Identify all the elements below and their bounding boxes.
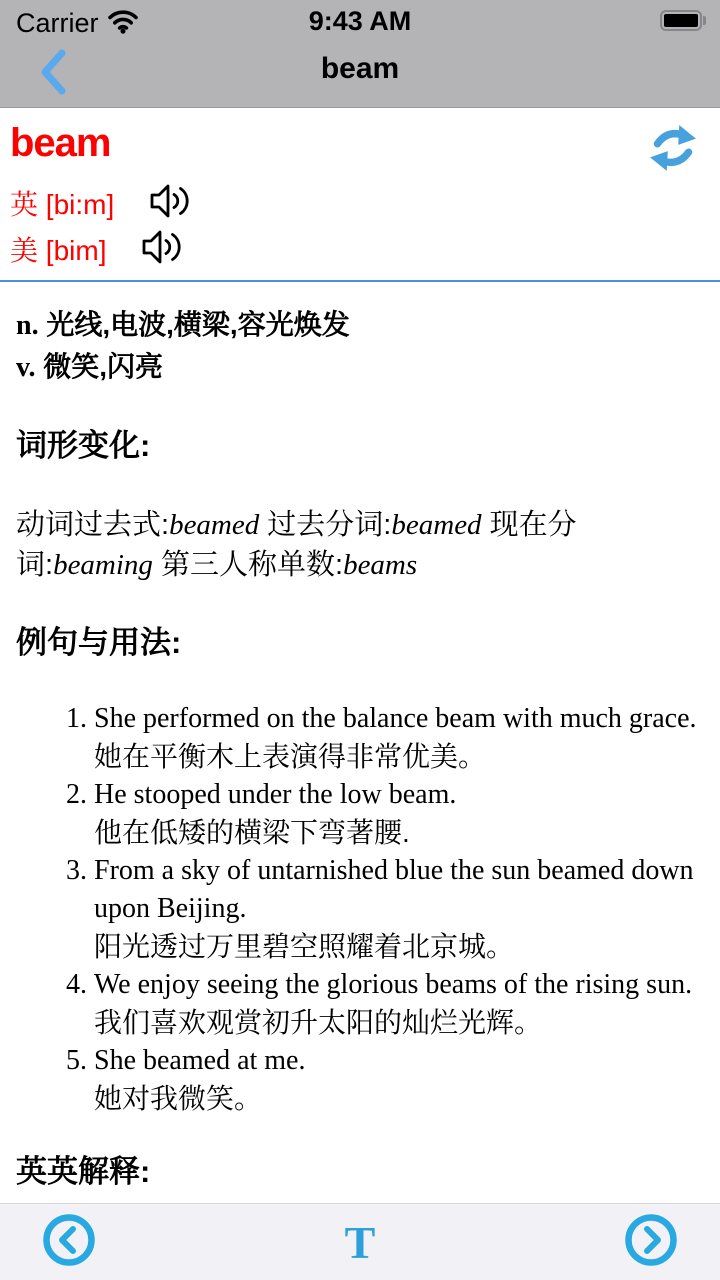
form-label: 第三人称单数:	[152, 549, 344, 581]
pos-label: n.	[16, 310, 39, 341]
carrier-label: Carrier	[16, 7, 99, 38]
battery-icon	[660, 10, 706, 31]
speaker-button-uk[interactable]	[148, 182, 192, 225]
speaker-icon	[148, 182, 192, 225]
back-chevron-icon	[38, 83, 66, 100]
form-value: beams	[343, 549, 418, 581]
definition-verb	[16, 346, 710, 388]
examples-heading: 例句与用法:	[16, 625, 182, 660]
dictionary-entry[interactable]	[0, 109, 720, 1203]
form-label: 过去分词:	[259, 509, 392, 541]
pos-label: v.	[16, 352, 36, 383]
next-word-button[interactable]	[624, 1213, 678, 1272]
form-label: 现在分词:	[16, 509, 577, 581]
status-time: 9:43 AM	[308, 6, 412, 36]
circled-left-arrow-icon	[42, 1213, 96, 1272]
blue-divider	[0, 280, 720, 282]
speaker-icon	[140, 228, 184, 271]
header	[0, 0, 720, 108]
pron-region-us: 美	[10, 235, 39, 266]
status-bar	[0, 0, 720, 40]
example-chinese: 我们喜欢观赏初升太阳的灿烂光辉。	[94, 1007, 543, 1038]
form-value: beaming	[53, 549, 153, 581]
definition-noun	[16, 304, 710, 346]
form-label: 动词过去式:	[16, 509, 170, 541]
circled-right-arrow-icon	[624, 1213, 678, 1272]
english-definition-heading: 英英解释:	[16, 1154, 151, 1189]
example-chinese: 她在平衡木上表演得非常优美。	[94, 741, 487, 772]
example-english: 1. She performed on the balance beam with much grace.	[94, 703, 697, 734]
example-english: 2. He stooped under the low beam.	[94, 779, 457, 810]
example-english: 3. From a sky of untarnished blue the sun beamed down upon Beijing.	[94, 855, 694, 924]
bottom-toolbar	[0, 1203, 720, 1280]
speaker-button-us[interactable]	[140, 228, 184, 271]
back-button[interactable]	[38, 48, 68, 96]
page-title: beam	[320, 52, 400, 85]
pronunciation-row-uk	[10, 182, 710, 224]
example-chinese: 他在低矮的横梁下弯著腰.	[94, 817, 410, 848]
refresh-button[interactable]	[648, 123, 698, 178]
pron-phonetic-us: [bim]	[45, 235, 107, 266]
word-forms	[16, 505, 710, 585]
refresh-icon	[648, 160, 698, 177]
example-item	[94, 852, 710, 966]
pronunciation-row-us	[10, 228, 710, 270]
pron-phonetic-uk: [bi:m]	[45, 189, 115, 220]
text-size-button[interactable]: T	[344, 1216, 376, 1268]
example-english: 4. We enjoy seeing the glorious beams of the rising sun.	[94, 969, 693, 1000]
definition-text: 微笑,闪亮	[43, 351, 164, 382]
example-item	[94, 700, 710, 776]
definition-text: 光线,电波,横梁,容光焕发	[46, 309, 350, 340]
example-chinese: 阳光透过万里碧空照耀着北京城。	[94, 931, 515, 962]
nav-bar	[0, 40, 720, 106]
example-item	[94, 966, 710, 1042]
definitions	[16, 304, 710, 388]
previous-word-button[interactable]	[42, 1213, 96, 1272]
form-value: beamed	[391, 509, 482, 541]
pron-region-uk: 英	[10, 189, 39, 220]
word-forms-heading: 词形变化:	[16, 428, 151, 463]
example-item	[94, 1042, 710, 1118]
example-english: 5. She beamed at me.	[94, 1045, 306, 1076]
form-value: beamed	[169, 509, 260, 541]
examples-list	[10, 700, 710, 1118]
example-chinese: 她对我微笑。	[94, 1083, 263, 1114]
headword: beam	[10, 121, 111, 165]
example-item	[94, 776, 710, 852]
